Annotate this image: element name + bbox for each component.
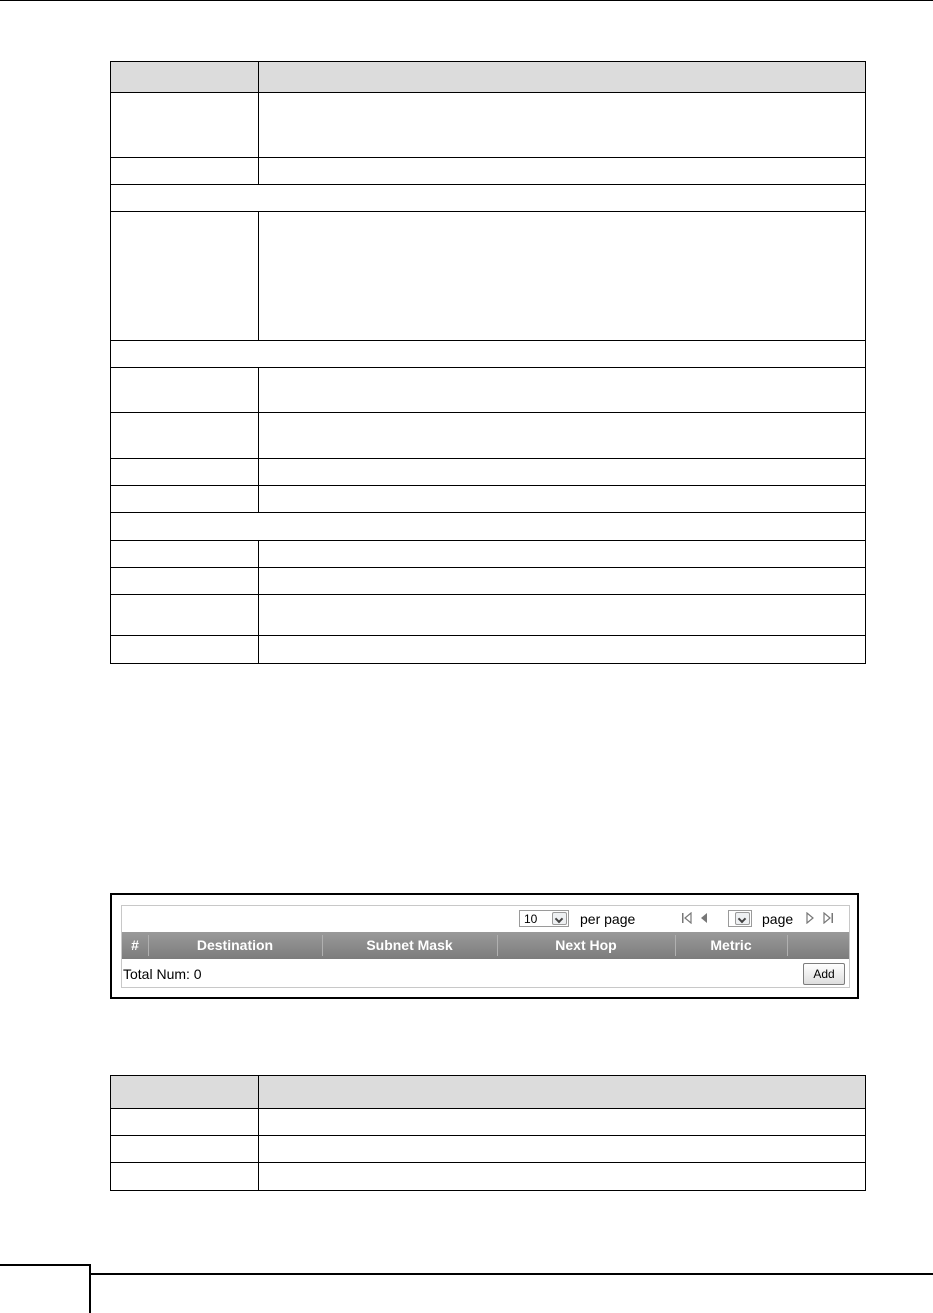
- add-button[interactable]: Add: [803, 963, 845, 985]
- label-cell: [111, 1109, 259, 1136]
- footer-rule: [91, 1273, 933, 1275]
- description-cell: [259, 212, 866, 341]
- per-page-value: 10: [524, 912, 538, 926]
- route-table-footer: [122, 959, 849, 987]
- label-cell: [111, 158, 259, 185]
- label-header: [111, 1076, 259, 1109]
- label-cell: [111, 568, 259, 595]
- label-cell: [111, 486, 259, 513]
- description-cell: [259, 486, 866, 513]
- column-header-metric[interactable]: Metric: [710, 937, 752, 953]
- section-row: [111, 513, 866, 541]
- per-page-select[interactable]: [519, 910, 569, 927]
- label-header: [111, 62, 259, 93]
- table-header-row: [111, 1076, 866, 1109]
- label-cell: [111, 541, 259, 568]
- column-header-subnet-mask[interactable]: Subnet Mask: [366, 937, 453, 953]
- description-cell: [259, 541, 866, 568]
- table-row: [111, 459, 866, 486]
- table-row: [111, 595, 866, 636]
- column-header-next-hop[interactable]: Next Hop: [555, 937, 617, 953]
- description-cell: [259, 636, 866, 664]
- route-table-header: [122, 932, 849, 959]
- first-page-icon[interactable]: [682, 912, 692, 924]
- section-row: [111, 185, 866, 212]
- table-header-row: [111, 62, 866, 93]
- table-row: [111, 368, 866, 413]
- description-cell: [259, 1109, 866, 1136]
- section-row: [111, 341, 866, 368]
- description-table-2: [110, 1075, 866, 1191]
- label-cell: [111, 1136, 259, 1163]
- page-select[interactable]: [728, 910, 752, 927]
- table-row: [111, 212, 866, 341]
- column-header-destination[interactable]: Destination: [196, 937, 274, 953]
- description-cell: [259, 568, 866, 595]
- column-separator: [787, 935, 788, 956]
- route-screenshot: [110, 893, 859, 999]
- description-cell: [259, 368, 866, 413]
- next-page-icon[interactable]: [805, 912, 815, 924]
- description-cell: [259, 1136, 866, 1163]
- label-cell: [111, 368, 259, 413]
- table-row: [111, 158, 866, 185]
- description-cell: [259, 1163, 866, 1191]
- dropdown-arrow-icon[interactable]: [735, 912, 750, 925]
- dropdown-arrow-icon[interactable]: [552, 912, 567, 925]
- table-row: [111, 93, 866, 158]
- table-row: [111, 486, 866, 513]
- column-header-index[interactable]: #: [131, 937, 139, 953]
- label-cell: [111, 93, 259, 158]
- description-header: [259, 1076, 866, 1109]
- per-page-label: per page: [580, 911, 636, 927]
- route-list-panel: [121, 905, 850, 988]
- table-row: [111, 636, 866, 664]
- total-count: Total Num: 0: [123, 966, 202, 982]
- table-row: [111, 1163, 866, 1191]
- section-cell: [111, 513, 866, 541]
- last-page-icon[interactable]: [823, 912, 833, 924]
- section-cell: [111, 185, 866, 212]
- description-table-1: [110, 61, 866, 664]
- description-cell: [259, 158, 866, 185]
- description-cell: [259, 413, 866, 459]
- table-row: [111, 1136, 866, 1163]
- description-cell: [259, 93, 866, 158]
- label-cell: [111, 212, 259, 341]
- table-row: [111, 541, 866, 568]
- table-row: [111, 1109, 866, 1136]
- description-cell: [259, 595, 866, 636]
- label-cell: [111, 595, 259, 636]
- description-cell: [259, 459, 866, 486]
- label-cell: [111, 459, 259, 486]
- section-cell: [111, 341, 866, 368]
- label-cell: [111, 1163, 259, 1191]
- pagination-bar: [122, 906, 849, 932]
- top-rule: [0, 0, 933, 1]
- table-row: [111, 568, 866, 595]
- page-label: page: [762, 911, 794, 927]
- page-number-box: [0, 1264, 91, 1313]
- label-cell: [111, 636, 259, 664]
- description-header: [259, 62, 866, 93]
- table-row: [111, 413, 866, 459]
- label-cell: [111, 413, 259, 459]
- prev-page-icon[interactable]: [700, 912, 710, 924]
